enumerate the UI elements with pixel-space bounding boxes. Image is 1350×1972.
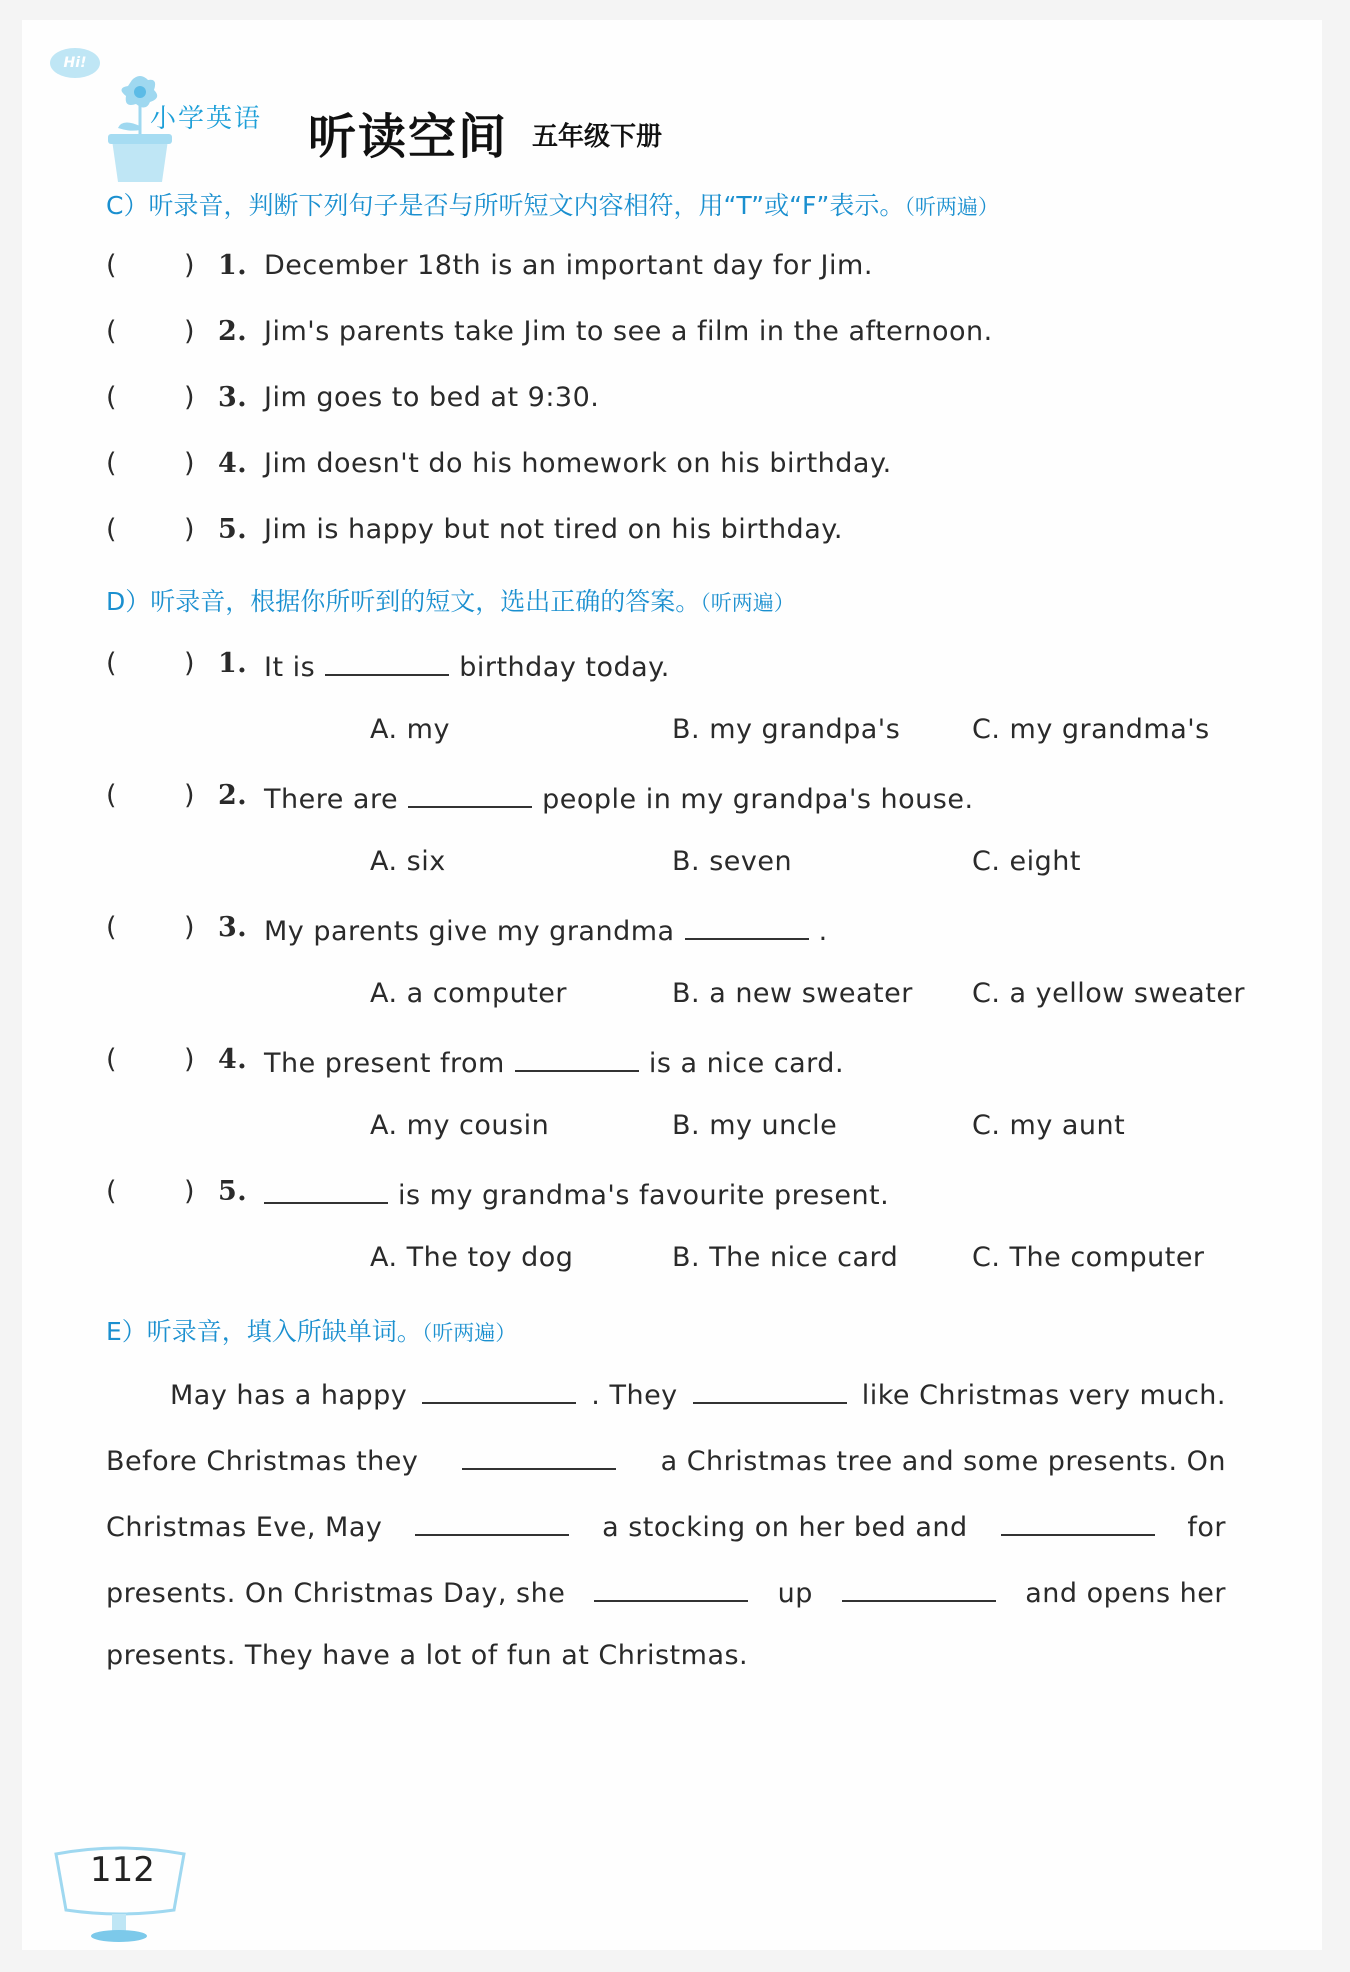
answer-blank[interactable] — [594, 1574, 748, 1602]
option-a: A. six — [370, 846, 446, 877]
option-c: C. my grandma's — [972, 714, 1210, 745]
answer-bracket-open: ( — [106, 1176, 118, 1207]
question-number: 3. — [218, 382, 248, 413]
answer-bracket-close: ) — [184, 912, 196, 943]
question-number: 4. — [218, 448, 248, 479]
answer-blank[interactable] — [693, 1376, 847, 1404]
answer-blank[interactable] — [515, 1044, 639, 1072]
passage-line: presents. On Christmas Day, she up and opens her — [106, 1574, 1226, 1614]
option-c: C. eight — [972, 846, 1081, 877]
passage-line: presents. They have a lot of fun at Christmas. — [106, 1640, 749, 1671]
question-number: 2. — [218, 780, 248, 811]
option-a: A. my — [370, 714, 450, 745]
answer-bracket-open: ( — [106, 514, 118, 545]
question-text: December 18th is an important day for Jim. — [264, 250, 873, 281]
answer-blank[interactable] — [422, 1376, 576, 1404]
section-c-instruction: C）听录音，判断下列句子是否与所听短文内容相符，用“T”或“F”表示。 — [106, 191, 905, 220]
grade-label: 五年级下册 — [532, 122, 663, 152]
question-number: 4. — [218, 1044, 248, 1075]
section-d-title — [106, 582, 795, 618]
series-title: 小学英语 — [150, 104, 263, 134]
answer-bracket-open: ( — [106, 648, 118, 679]
answer-blank[interactable] — [462, 1442, 616, 1470]
question-text: Jim is happy but not tired on his birthday. — [264, 514, 843, 545]
question-text: It is birthday today. — [264, 648, 670, 683]
question-number: 2. — [218, 316, 248, 347]
question-number: 3. — [218, 912, 248, 943]
answer-bracket-close: ) — [184, 250, 196, 281]
option-a: A. a computer — [370, 978, 568, 1009]
page-number: 112 — [90, 1850, 155, 1890]
answer-bracket-close: ) — [184, 316, 196, 347]
answer-blank[interactable] — [415, 1508, 569, 1536]
section-c-title — [106, 186, 999, 222]
answer-bracket-open: ( — [106, 382, 118, 413]
answer-bracket-open: ( — [106, 250, 118, 281]
question-text: The present from is a nice card. — [264, 1044, 844, 1079]
question-text: My parents give my grandma . — [264, 912, 828, 947]
option-c: C. a yellow sweater — [972, 978, 1246, 1009]
answer-bracket-close: ) — [184, 1044, 196, 1075]
option-b: B. my uncle — [672, 1110, 838, 1141]
section-c-note: （听两遍） — [904, 195, 999, 219]
answer-blank[interactable] — [685, 912, 809, 940]
answer-blank[interactable] — [408, 780, 532, 808]
option-b: B. seven — [672, 846, 793, 877]
answer-blank[interactable] — [325, 648, 449, 676]
question-text: Jim doesn't do his homework on his birthday. — [264, 448, 892, 479]
page-footer — [50, 1840, 190, 1950]
answer-blank[interactable] — [842, 1574, 996, 1602]
answer-bracket-open: ( — [106, 316, 118, 347]
answer-bracket-open: ( — [106, 912, 118, 943]
section-e-title — [106, 1312, 516, 1348]
answer-bracket-close: ) — [184, 648, 196, 679]
option-a: A. The toy dog — [370, 1242, 574, 1273]
section-d-instruction: D）听录音，根据你所听到的短文，选出正确的答案。 — [106, 587, 701, 616]
option-b: B. a new sweater — [672, 978, 913, 1009]
hi-badge: Hi! — [50, 48, 100, 78]
section-e-note: （听两遍） — [421, 1321, 517, 1345]
answer-bracket-close: ) — [184, 382, 196, 413]
passage-line: May has a happy . They like Christmas very much. — [170, 1376, 1226, 1416]
question-number: 5. — [218, 514, 248, 545]
answer-bracket-close: ) — [184, 514, 196, 545]
passage-line: Before Christmas they a Christmas tree and some presents. On — [106, 1442, 1226, 1482]
question-text: Jim's parents take Jim to see a film in the afternoon. — [264, 316, 993, 347]
answer-bracket-close: ) — [184, 780, 196, 811]
flower-pot-icon — [92, 70, 212, 200]
question-text: Jim goes to bed at 9:30. — [264, 382, 600, 413]
passage-line: Christmas Eve, May a stocking on her bed and for — [106, 1508, 1226, 1548]
option-c: C. my aunt — [972, 1110, 1126, 1141]
option-b: B. my grandpa's — [672, 714, 901, 745]
answer-bracket-open: ( — [106, 780, 118, 811]
answer-blank[interactable] — [1001, 1508, 1155, 1536]
question-number: 1. — [218, 648, 248, 679]
book-title: 听读空间 — [308, 109, 509, 165]
question-text: There are people in my grandpa's house. — [264, 780, 974, 815]
answer-bracket-close: ) — [184, 448, 196, 479]
answer-bracket-open: ( — [106, 1044, 118, 1075]
answer-blank[interactable] — [264, 1176, 388, 1204]
question-text: is my grandma's favourite present. — [264, 1176, 889, 1211]
option-a: A. my cousin — [370, 1110, 550, 1141]
option-c: C. The computer — [972, 1242, 1205, 1273]
question-number: 1. — [218, 250, 248, 281]
answer-bracket-close: ) — [184, 1176, 196, 1207]
option-b: B. The nice card — [672, 1242, 899, 1273]
section-d-note: （听两遍） — [700, 591, 795, 615]
page-header — [40, 40, 800, 170]
answer-bracket-open: ( — [106, 448, 118, 479]
question-number: 5. — [218, 1176, 248, 1207]
section-e-instruction: E）听录音，填入所缺单词。 — [106, 1317, 422, 1346]
